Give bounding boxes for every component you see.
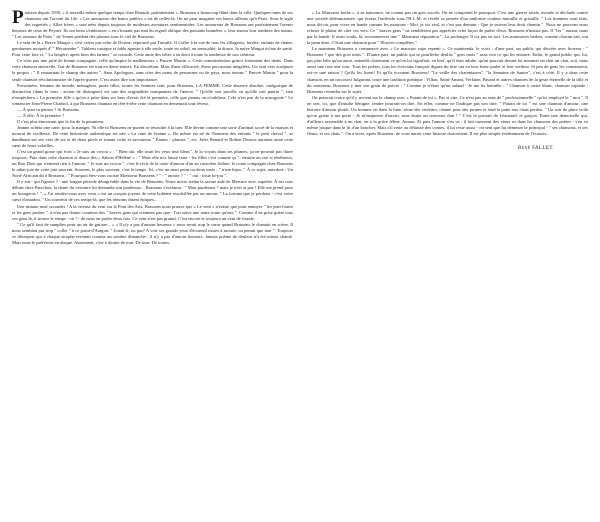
paragraph: Ce n'est pas une pitié de bonne compagnie, celle qu'inspire le malheureux « Pauvre Martin ». Cette commisération grince fortement des dents. Dans cette chanson enterrelle, l'art de Brassens est tout en demi-teintes. En discrétion. Mais d'une efficacité, d'une percussion inégalées. Un seul vers sculpture le propos : " Il renournait le champ des autres ". Sans Apologues, sans citer des noms de personnes ou de pays, nous tenons " Pauvre Martin " pour la seule chanson révolutionnaire de l'après-guerre. C'est assez dire son importance. [12,58,293,82]
paragraph-text: arisien depuis 1939, « il travailla même quelque temps chez Renault, parfaitement ». Brassens a beaucoup flâné dans la ville. Quelques-unes de ses chansons ont l'accent du 14e. « Les amoureux des bancs publics » est de celles-là. On ne peut imaginer ces bancs ailleurs qu'à Paris. Sous le sigle des regrettés « Allez frères » sont nées depuis toujours de modestes aventures sentimentales. Les amoureux de Brassens ont parfaitement l'avenir heureux de ceux de Peynet. Ils ont beau s'embrasser « en s'foutant pas mal du regard oblique des passants honnêtes », leur amour leur tombera des mains. " Les oiseaux de Paris " de Trenet perdent des plumes sous le ciel de Brassens. [12,10,293,40]
drop-cap: P [12,7,24,28]
paragraph: Le maintenu Brassens a commencé avec « Le mauvais sujet repenti ». Ce maintenda, le voici : d'une part, un public qui décrète avec horreur : " Brassens ? que des gros mots ". D'autre part, un public qui se pourlèche deulits " gros mots " sans voir ce qui les entoure. Enfin, le grand public qui, lui, pas plus bête qu'un autre, entendit clairement ce qu'on lui signifiait, en bref, qu'il était adulte, qu'on pouvait devant lui nommer un chat un chat, soit, mais aussi une rose une rose. Tous les poètes, tous les écrivains français dignes du titre ont eu leur franc-parler et leur verdeur. Si peu de gens les connaissent, est-ce une raison ? Qu'ils les lisent! Et qu'ils écoutent Brassens! "La veille des charentaises", "la Semaine de Sautre", c'est à côté. Il y a dans cette chanson, en un raccourci fulgurant, toute une tradition poétique : Villon, Saint-Amant, Verlaine, Bruant et autres chantres de la geste éternelle de la fille et du souteneur. Brassens y met son grain de poivre : " Comme je n'étais qu'un salaud - Je me fis honnête... " Chanson à carité blanc, chanson capitale : Brassens revendra sur le sujet. [307,46,588,94]
paragraph: C'est un grand gosse qui écrit « Je suis un voyou » : " Bien sûr, elle avait les yeux tout bleus". Je la voyais dans ses plumes, ça ne pouvait pas durer toujours. Puis dans cette chanson si douce des « Sabots d'Hélène » : " Mais elle m'a laissé faire - les filles c'est comme ça "; ensuite un rire si ténébreux, un Bon Dieu qui n'entend rien à l'amour. " Je suis un voyou ", c'est le récit de la carte d'amour d'un au caractère folâtre, le conte compagne chez Brassens le rabat-joie de cette joie sauvent. Souvent, le plus souvent, c'est le temps. Ici, c'est un mari peint ou deux mots : " triste bijou ". À ce sujet, anecdote : Un Nord-Africain dit à Brassens : " Pourquoi êtes-vous raciste Monsieur Brassens ? " - " raciste ? " - " oui : triste bi-jou ". [12,149,293,179]
paragraph: Prostituées, femmes du monde, ménagères, putes filles, toutes les femmes sont, pour Brassens, LA FEMME. Cette absence absolue, catégorique de distinction (dans le sens : action de distinguer) est une des originalités marquantes de l'œuvre. " Qu'elle soit pucelle ou qu'elle soit putain ", rien n'empêchera « La première fille » qu'on a prise dans ses bras d'avoir été la première, celle que jamais on n'oubliera. Cela n'est pas de la misogynie ! Le romancier Jean-Pierre Chabrol, à qui Brassens chantait en tête-à-tête cette chanson en demeurait tout rêveur. [12,82,293,106]
paragraph: Une minute neuf secondes ! A la viteuse du vent sur le Pont des Arts, Brassens nous prouve que « Le vent » n'existe que pour ennuyer " les jean-foutre et les gens probes ", à n'en pas douter coureurs des " braves gens qui n'aiment pas que - l'on suive une autre route qu'eux ". Comme il ne prise guère tous ces gens là, il trouve le temps - où ? - de nous en parler deux fois. Ce vent n'est pas gratuit. C'est encore et toujours un vent de fronde. [12,203,293,221]
paragraph: Il c'est plus émouvant que la fin de la pesanteur. [17,118,105,124]
right-column [307,10,588,480]
paragraph-opening [12,7,293,40]
paragraph: Jeanne achèta une cane, pour la manger. Ni elle ni Brassens ne purent se résoudre à la tuer. Elle devint comme une sorte d'animal sacré de la maison et mourut de vieillesse. De cette historiette authentique est née « La cane de Jeanne ». De même est né de l'honneur des enfants " le petit cheval ", se dandinant sur ses vers de six et de deux pieds et rimant riche et savoureux " Éames - plumes ", etc. Jules Renard et Robert Desnos auraient aimé cette sœur de leurs volailles. [12,124,293,149]
dialogue-line: — À quoi tu penses ? fit Brassens. [17,106,80,112]
left-column [12,7,293,480]
paragraph: Le sein de la « Brave Margot » s'est certes pas celui de Dorine, réprouvé par Tartuffe. Il s'offre à la vue de tous les villageois, facétie, enfants de chœur, gendarmes moqués d' " Hécatombe ". Tableau rustique et fable agreste à elle seule, toute en soleil, en sensualité, la douce, la naïve Margot éclate de santé. Pour cette fois-ci, " La bergère, après bien des larmes " se console. Cette amie des bêtes a eu droit à toute la tendresse de son créateur. [12,40,293,58]
paragraph: Il y eut - qui l'ignore ? - une longue période désagréable dans la vie de Brassens. Notre micro traîna la savate aide de Mercure avec superbe. À ses tous débuts chez Patachou, la dame du vestiaire lui demanda son pardessus... Brassens s'exclama : " Mon pardessus ? mais je n'en ai pas ! Elle me prend pour un bourgeois ! ". « J'ai rendez-vous avec vous » est un croquis joyeux de cette bohème essoleillée par un amour. " La fortune que je perdrais - c'est votre cœur d'amadou. " Un souvenir de ces temps-là, que les témoins disent épiques... [12,179,293,203]
paragraph: « La Mauvaise herbe », à sa naissance, ne connut pas un gros succès. On ne comprend le pourquoi. C'est une guerre totale, avouée et déclarée contre une société déshumanisée, qui écrase l'individu sous l'H.L.M. et révèle sa pensée d'un unilorme couleur muraille et grisaille. " Les hommes sont faits, nous dit-on, pour vivre en bande comme les moutons - Moi, je vis seul, et c'est pas demain - Que je suivrai leur droit chemin ". Nous ne pouvons nous refuser le plaisir de citer ces vers. Ce " braves gens " ne semblèrent pas apprécier cette façon de parler d'eux. Brassens n'insista pas. Il "les " auraut, mais par la bande. Il avait voulu, là, recommencer une " Mauvaise réputation ". La prolonger. Il n'a pas eu tort. Les mauvaises herbes, comme chacun sait, ont la peau dure. C'était une chanson pour " Œuvres complètes ". [307,10,588,46]
two-column-layout [12,7,588,480]
dialogue-line: — À elle. À la première ? [17,112,65,118]
author-signature: René FALLET. [518,144,554,151]
paragraph: " Ce qu'il faut de samplies pour un air de guitare... » « Il n'y a pas d'amour heureux » nous serait trop le cœur quand Brassens le chantait en scène. Il nous semblait par trop " collet " à ce point-d'Aragon. " Jouait-il, ou pas? A voir ses grands yeux d'écureuil tristes à mourir, on penuit que non ". Toujours ce désespoir qui à chaque strophe revenait comme un sombre dimanche : il n'y a pas d'amour heureux. Jamais poème de douleur n'a été mieux chanté. Mais nous le préférons en disque. Autrement, c'est à douter de tout. De tous. De toutes. [12,221,293,245]
paragraph: On pourrait croire qu'il y revient sur le champ avec « Putain de toi ». Pas si vite. Ce n'est pas au sens de " professionnelle " qu'ici employé le " mot ". Il ne sert, ici, que d'insulte bénigne, tendre pourrait-on dire. En effet, comme ne l'indique pas son titre, " Putain de toi " est une chanson d'amour, une histoire d'amour plutôt. Un homme vit dans la lune, sème des violettes, chante pour des prunes et tend la patte aux chats perdus. " Un soir de pluie voilà qu'on gratte à ma porte - Je m'empresse d'ouvrir, sans doute un nouveau chat ! " C'est la portrait de Léautaud, et garçon. Entre une demoiselle qui, d'ailleurs ressemble à un chat, en a la grâce féline. Amour. Et puis l'amour s'en va - il fait rarement des vieux os dans les chansons des poètes - s'en va même jusque dans le lit d'un boucher. Mais s'il reste au délaissé des cornes, il lui reste aussi - on sent que lui demeure le principal - " ses chansons, et ses fleurs, et ses chats ". On a ervie, après Brassens, de vous narrer cette histoire doucement. Il est plus simple évidemment de l'écouter... [307,94,588,136]
